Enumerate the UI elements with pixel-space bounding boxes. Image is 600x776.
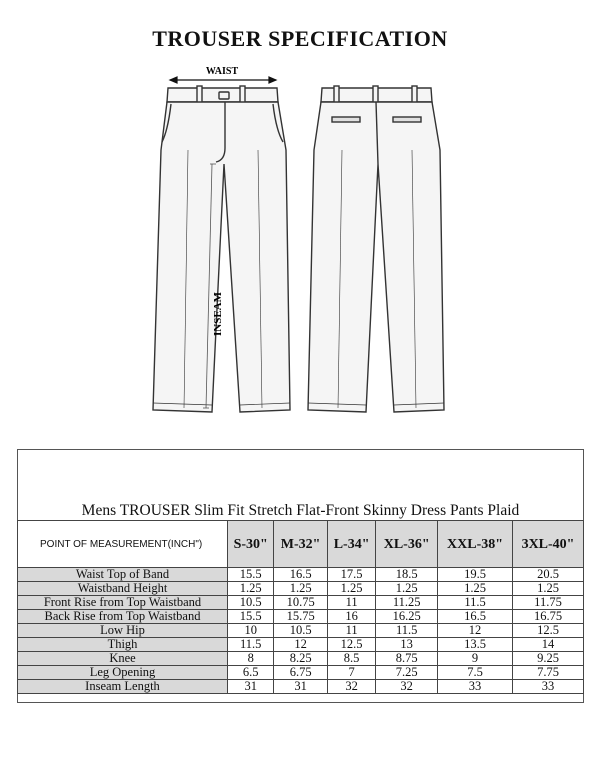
inseam-label: INSEAM — [212, 291, 224, 336]
cell-value: 33 — [513, 680, 584, 694]
cell-value: 11 — [327, 596, 375, 610]
cell-value: 1.25 — [513, 582, 584, 596]
cell-value: 11 — [327, 624, 375, 638]
cell-value: 6.5 — [228, 666, 274, 680]
cell-value: 15.5 — [228, 568, 274, 582]
cell-value: 9.25 — [513, 652, 584, 666]
cell-value: 33 — [438, 680, 513, 694]
pom-header: POINT OF MEASUREMENT(INCH") — [18, 521, 228, 568]
back-pocket-right — [393, 117, 421, 122]
row-label: Back Rise from Top Waistband — [18, 610, 228, 624]
size-header: 3XL-40" — [513, 521, 584, 568]
size-header: M-32" — [274, 521, 328, 568]
table-row — [18, 582, 584, 596]
cell-value: 1.25 — [228, 582, 274, 596]
table-row — [18, 652, 584, 666]
size-header: XL-36" — [376, 521, 438, 568]
front-trousers-view — [153, 86, 290, 412]
cell-value: 12.5 — [513, 624, 584, 638]
size-header: L-34" — [327, 521, 375, 568]
cell-value: 17.5 — [327, 568, 375, 582]
cell-value: 32 — [376, 680, 438, 694]
cell-value: 7.75 — [513, 666, 584, 680]
table-row — [18, 624, 584, 638]
row-label: Inseam Length — [18, 680, 228, 694]
cell-value: 10.5 — [274, 624, 328, 638]
front-button-tab — [219, 92, 229, 99]
size-header: XXL-38" — [438, 521, 513, 568]
cell-value: 19.5 — [438, 568, 513, 582]
cell-value: 16.5 — [274, 568, 328, 582]
row-label: Leg Opening — [18, 666, 228, 680]
cell-value: 31 — [274, 680, 328, 694]
front-trousers-body — [153, 102, 290, 412]
table-row — [18, 568, 584, 582]
row-label: Waist Top of Band — [18, 568, 228, 582]
cell-value: 16.75 — [513, 610, 584, 624]
cell-value: 11.5 — [228, 638, 274, 652]
cell-value: 8.25 — [274, 652, 328, 666]
back-trousers-body — [308, 102, 444, 412]
cell-value: 9 — [438, 652, 513, 666]
trouser-drawing — [0, 58, 600, 428]
cell-value: 8 — [228, 652, 274, 666]
cell-value: 12.5 — [327, 638, 375, 652]
cell-value: 12 — [438, 624, 513, 638]
cell-value: 7.5 — [438, 666, 513, 680]
cell-value: 15.5 — [228, 610, 274, 624]
cell-value: 32 — [327, 680, 375, 694]
cell-value: 18.5 — [376, 568, 438, 582]
header-row — [18, 521, 584, 568]
cell-value: 10 — [228, 624, 274, 638]
cell-value: 20.5 — [513, 568, 584, 582]
row-label: Low Hip — [18, 624, 228, 638]
back-trousers-view — [308, 86, 444, 412]
cell-value: 6.75 — [274, 666, 328, 680]
cell-value: 11.75 — [513, 596, 584, 610]
table-row — [18, 610, 584, 624]
waist-label: WAIST — [205, 66, 239, 77]
cell-value: 10.5 — [228, 596, 274, 610]
cell-value: 1.25 — [327, 582, 375, 596]
table-row — [18, 596, 584, 610]
cell-value: 1.25 — [438, 582, 513, 596]
cell-value: 7 — [327, 666, 375, 680]
table-row — [18, 680, 584, 694]
cell-value: 15.75 — [274, 610, 328, 624]
row-label: Knee — [18, 652, 228, 666]
cell-value: 13.5 — [438, 638, 513, 652]
row-label: Thigh — [18, 638, 228, 652]
cell-value: 1.25 — [274, 582, 328, 596]
table-row — [18, 666, 584, 680]
cell-value: 16.25 — [376, 610, 438, 624]
spec-table-title: Mens TROUSER Slim Fit Stretch Flat-Front Skinny Dress Pants Plaid — [81, 502, 520, 519]
cell-value: 31 — [228, 680, 274, 694]
cell-value: 7.25 — [376, 666, 438, 680]
cell-value: 8.75 — [376, 652, 438, 666]
table-row — [18, 638, 584, 652]
size-chart-table — [17, 520, 584, 694]
cell-value: 16 — [327, 610, 375, 624]
back-pocket-left — [332, 117, 360, 122]
row-label: Front Rise from Top Waistband — [18, 596, 228, 610]
cell-value: 14 — [513, 638, 584, 652]
page-title: TROUSER SPECIFICATION — [152, 26, 448, 51]
cell-value: 1.25 — [376, 582, 438, 596]
cell-value: 11.5 — [438, 596, 513, 610]
cell-value: 10.75 — [274, 596, 328, 610]
cell-value: 13 — [376, 638, 438, 652]
cell-value: 11.5 — [376, 624, 438, 638]
waist-measure-line — [170, 77, 276, 83]
cell-value: 8.5 — [327, 652, 375, 666]
row-label: Waistband Height — [18, 582, 228, 596]
cell-value: 16.5 — [438, 610, 513, 624]
cell-value: 11.25 — [376, 596, 438, 610]
size-header: S-30" — [228, 521, 274, 568]
cell-value: 12 — [274, 638, 328, 652]
